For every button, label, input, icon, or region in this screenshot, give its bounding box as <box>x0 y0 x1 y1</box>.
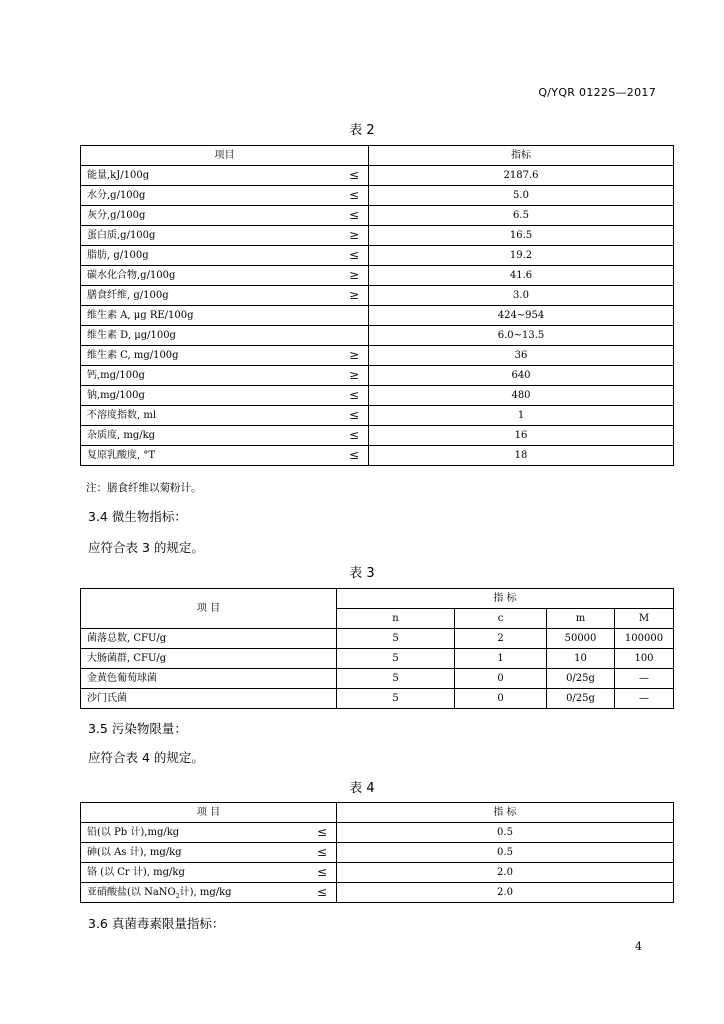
section-3-4-text: 应符合表 3 的规定。 <box>88 540 204 555</box>
row-value: 36 <box>369 346 674 366</box>
row-value: 0.5 <box>337 843 674 863</box>
row-label: 亚硝酸盐(以 NaNO$_2$计), mg/kg <box>87 887 232 900</box>
cell-n: 5 <box>337 649 455 669</box>
page-number: 4 <box>635 940 642 953</box>
row-label: 菌落总数, CFU/g <box>81 629 337 649</box>
table-row <box>81 266 674 286</box>
row-value: 0.5 <box>337 823 674 843</box>
row-value: 2.0 <box>337 883 674 903</box>
table-row <box>81 863 674 883</box>
comparison-symbol: ≥ <box>348 268 359 282</box>
column-header-index: 指 标 <box>337 803 674 823</box>
column-header-item: 项 目 <box>81 803 337 823</box>
row-label: 维生素 C, mg/100g <box>87 350 179 361</box>
comparison-symbol: ≤ <box>348 248 359 262</box>
cell-M: — <box>615 689 674 709</box>
cell-m: 0/25g <box>547 669 615 689</box>
comparison-symbol: ≤ <box>316 845 327 859</box>
table-header-row <box>81 803 674 823</box>
row-label: 复原乳酸度, °T <box>87 450 156 461</box>
table-2-caption: 表 2 <box>349 123 375 138</box>
table-row <box>81 689 674 709</box>
section-3-6-title: 3.6 真菌毒素限量指标： <box>88 916 225 931</box>
cell-m: 50000 <box>547 629 615 649</box>
row-label: 杂质度, mg/kg <box>87 430 156 441</box>
table-row <box>81 843 674 863</box>
comparison-symbol: ≤ <box>316 865 327 879</box>
subheader-m: m <box>547 609 615 629</box>
table-row <box>81 366 674 386</box>
comparison-symbol: ≥ <box>348 228 359 242</box>
comparison-symbol: ≥ <box>348 368 359 382</box>
cell-M: 100 <box>615 649 674 669</box>
table-row <box>81 346 674 366</box>
comparison-symbol: ≤ <box>348 388 359 402</box>
row-value: 5.0 <box>369 186 674 206</box>
cell-n: 5 <box>337 689 455 709</box>
row-value: 41.6 <box>369 266 674 286</box>
row-label: 能量,kJ/100g <box>87 170 150 181</box>
comparison-symbol: ≤ <box>348 188 359 202</box>
row-label: 维生素 A, μg RE/100g <box>87 310 194 321</box>
comparison-symbol: ≤ <box>348 448 359 462</box>
row-value: 16 <box>369 426 674 446</box>
row-label: 蛋白质,g/100g <box>87 230 156 241</box>
row-label: 大肠菌群, CFU/g <box>81 649 337 669</box>
table-row <box>81 246 674 266</box>
row-value: 16.5 <box>369 226 674 246</box>
row-label: 灰分,g/100g <box>87 210 146 221</box>
comparison-symbol: ≥ <box>348 348 359 362</box>
row-label: 水分,g/100g <box>87 190 146 201</box>
row-value: 18 <box>369 446 674 466</box>
cell-n: 5 <box>337 669 455 689</box>
row-label: 膳食纤维, g/100g <box>87 290 169 301</box>
table-row <box>81 823 674 843</box>
row-value: 424~954 <box>369 306 674 326</box>
cell-c: 0 <box>455 669 547 689</box>
section-3-4-title: 3.4 微生物指标： <box>88 509 187 524</box>
table-row <box>81 306 674 326</box>
column-header-index: 指标 <box>369 146 674 166</box>
cell-c: 1 <box>455 649 547 669</box>
table-row <box>81 629 674 649</box>
row-value: 19.2 <box>369 246 674 266</box>
cell-n: 5 <box>337 629 455 649</box>
table-header-row <box>81 146 674 166</box>
row-label: 沙门氏菌 <box>81 689 337 709</box>
column-header-item: 项目 <box>81 146 369 166</box>
table-row <box>81 649 674 669</box>
column-header-item: 项 目 <box>81 589 337 629</box>
row-value: 3.0 <box>369 286 674 306</box>
table-2 <box>80 145 674 466</box>
table-row <box>81 883 674 903</box>
comparison-symbol: ≥ <box>348 288 359 302</box>
cell-M: — <box>615 669 674 689</box>
comparison-symbol: ≤ <box>316 885 327 899</box>
row-label: 脂肪, g/100g <box>87 250 149 261</box>
column-header-index: 指 标 <box>337 589 674 609</box>
comparison-symbol: ≤ <box>348 428 359 442</box>
subheader-c: c <box>455 609 547 629</box>
table-row <box>81 166 674 186</box>
table-row <box>81 669 674 689</box>
table-4 <box>80 802 674 903</box>
row-value: 6.0~13.5 <box>369 326 674 346</box>
comparison-symbol: ≤ <box>316 825 327 839</box>
row-value: 2.0 <box>337 863 674 883</box>
table-row <box>81 446 674 466</box>
cell-m: 10 <box>547 649 615 669</box>
section-3-5-text: 应符合表 4 的规定。 <box>88 750 204 765</box>
row-label: 不溶度指数, ml <box>87 410 157 421</box>
table-4-caption: 表 4 <box>349 781 375 796</box>
row-value: 1 <box>369 406 674 426</box>
row-value: 6.5 <box>369 206 674 226</box>
comparison-symbol: ≤ <box>348 168 359 182</box>
subheader-M: M <box>615 609 674 629</box>
table-row <box>81 286 674 306</box>
comparison-symbol: ≤ <box>348 208 359 222</box>
row-value: 2187.6 <box>369 166 674 186</box>
table-row <box>81 226 674 246</box>
row-value: 480 <box>369 386 674 406</box>
row-label: 铬 (以 Cr 计), mg/kg <box>87 867 185 878</box>
row-label: 铅(以 Pb 计),mg/kg <box>87 827 180 838</box>
table-2-note: 注：膳食纤维以菊粉计。 <box>86 482 202 494</box>
row-label: 碳水化合物,g/100g <box>87 270 176 281</box>
row-label: 钙,mg/100g <box>87 370 145 381</box>
table-row <box>81 206 674 226</box>
table-row <box>81 186 674 206</box>
table-header-row <box>81 589 674 609</box>
table-row <box>81 386 674 406</box>
cell-c: 0 <box>455 689 547 709</box>
section-3-5-title: 3.5 污染物限量： <box>88 721 187 736</box>
cell-c: 2 <box>455 629 547 649</box>
row-label: 金黄色葡萄球菌 <box>81 669 337 689</box>
row-label: 维生素 D, μg/100g <box>87 330 176 341</box>
table-row <box>81 406 674 426</box>
row-label: 砷(以 As 计), mg/kg <box>87 847 182 858</box>
cell-M: 100000 <box>615 629 674 649</box>
row-value: 640 <box>369 366 674 386</box>
cell-m: 0/25g <box>547 689 615 709</box>
row-label: 钠,mg/100g <box>87 390 145 401</box>
table-row <box>81 326 674 346</box>
comparison-symbol: ≤ <box>348 408 359 422</box>
table-3 <box>80 588 674 709</box>
table-3-caption: 表 3 <box>349 566 375 581</box>
standard-code: Q/YQR 0122S—2017 <box>538 86 656 99</box>
table-row <box>81 426 674 446</box>
subheader-n: n <box>337 609 455 629</box>
